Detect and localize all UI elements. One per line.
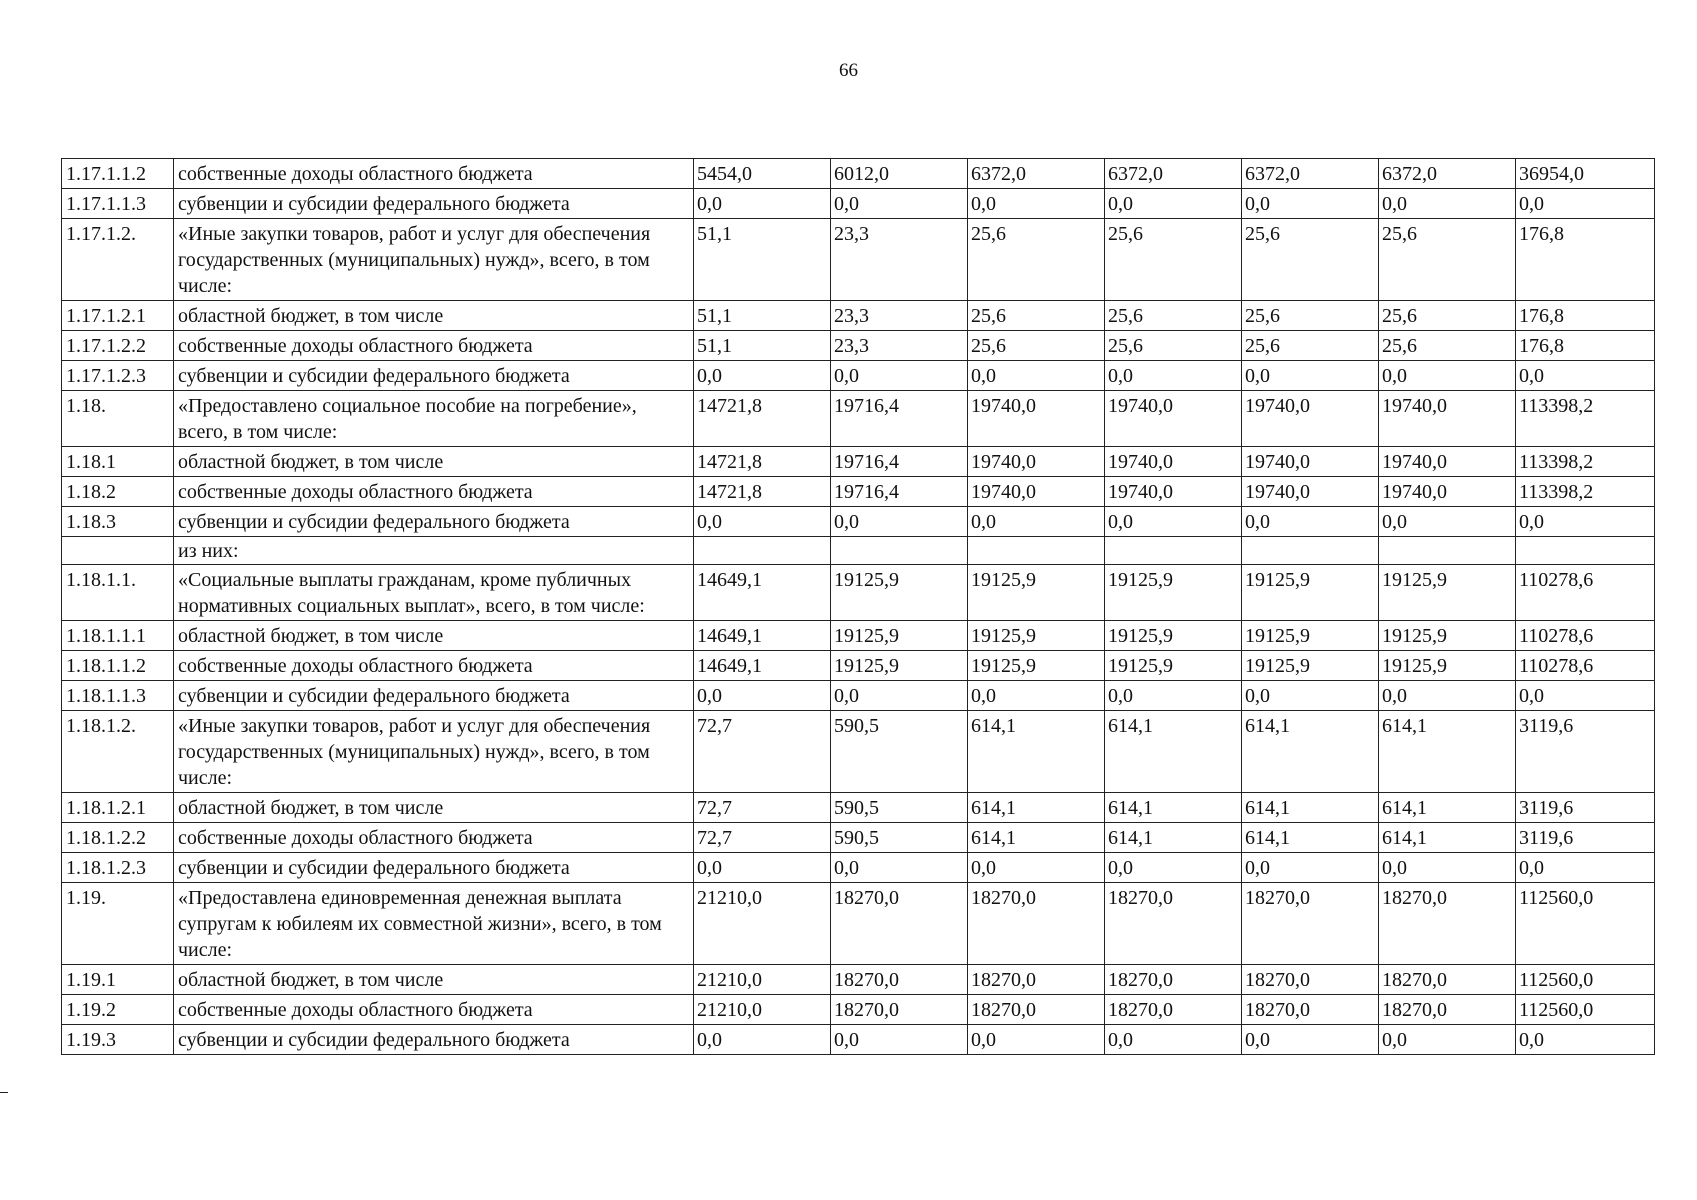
row-code: 1.19.2 <box>62 995 174 1025</box>
row-total: 0,0 <box>1516 189 1655 219</box>
row-value: 25,6 <box>968 301 1105 331</box>
row-total: 176,8 <box>1516 301 1655 331</box>
table-row <box>62 565 1655 621</box>
row-value: 14649,1 <box>694 651 831 681</box>
row-code: 1.18.1.1.1 <box>62 621 174 651</box>
row-value: 14649,1 <box>694 621 831 651</box>
row-value: 0,0 <box>1242 681 1379 711</box>
row-value: 614,1 <box>1242 823 1379 853</box>
row-total: 3119,6 <box>1516 823 1655 853</box>
margin-mark <box>0 1092 8 1093</box>
row-value: 614,1 <box>968 823 1105 853</box>
row-value: 0,0 <box>1105 507 1242 537</box>
row-code: 1.19.1 <box>62 965 174 995</box>
row-name: субвенции и субсидии федерального бюджета <box>174 853 694 883</box>
row-value: 0,0 <box>1379 1025 1516 1055</box>
row-value: 19740,0 <box>1379 447 1516 477</box>
row-code: 1.17.1.2.1 <box>62 301 174 331</box>
row-total: 36954,0 <box>1516 159 1655 189</box>
row-value: 18270,0 <box>831 965 968 995</box>
row-value: 25,6 <box>968 331 1105 361</box>
row-total: 113398,2 <box>1516 477 1655 507</box>
table-row <box>62 793 1655 823</box>
table-row <box>62 391 1655 447</box>
row-value: 614,1 <box>1105 711 1242 793</box>
row-code: 1.18.1 <box>62 447 174 477</box>
row-value: 0,0 <box>1105 189 1242 219</box>
row-value: 0,0 <box>1105 853 1242 883</box>
row-value: 18270,0 <box>968 995 1105 1025</box>
row-value: 614,1 <box>1105 793 1242 823</box>
table-row <box>62 159 1655 189</box>
table-row <box>62 189 1655 219</box>
row-value: 25,6 <box>1242 301 1379 331</box>
row-value: 51,1 <box>694 331 831 361</box>
row-value: 25,6 <box>1242 331 1379 361</box>
row-name: субвенции и субсидии федерального бюджета <box>174 361 694 391</box>
row-value: 19740,0 <box>1242 391 1379 447</box>
row-value: 5454,0 <box>694 159 831 189</box>
row-value: 18270,0 <box>1105 965 1242 995</box>
row-value: 25,6 <box>968 219 1105 301</box>
row-name: областной бюджет, в том числе <box>174 965 694 995</box>
row-value: 614,1 <box>1379 711 1516 793</box>
table-row <box>62 883 1655 965</box>
row-value: 19740,0 <box>1379 477 1516 507</box>
row-code: 1.17.1.2. <box>62 219 174 301</box>
row-value: 23,3 <box>831 331 968 361</box>
row-value: 72,7 <box>694 823 831 853</box>
row-total: 112560,0 <box>1516 965 1655 995</box>
row-value: 19125,9 <box>1379 621 1516 651</box>
row-value: 614,1 <box>1242 793 1379 823</box>
table-row <box>62 651 1655 681</box>
row-value: 25,6 <box>1105 331 1242 361</box>
row-value: 6372,0 <box>1242 159 1379 189</box>
row-name: областной бюджет, в том числе <box>174 447 694 477</box>
row-value: 0,0 <box>1379 507 1516 537</box>
row-value: 19125,9 <box>968 651 1105 681</box>
row-value: 18270,0 <box>1379 965 1516 995</box>
row-value <box>968 537 1105 565</box>
row-value: 19125,9 <box>1242 565 1379 621</box>
row-value: 19125,9 <box>1242 651 1379 681</box>
row-total: 112560,0 <box>1516 883 1655 965</box>
row-value <box>1105 537 1242 565</box>
row-value: 19740,0 <box>1105 391 1242 447</box>
row-value: 19740,0 <box>1105 447 1242 477</box>
row-name: «Иные закупки товаров, работ и услуг для обеспечения государственных (муниципальных) нужд», всего, в том числе: <box>174 219 694 301</box>
row-value: 0,0 <box>1242 361 1379 391</box>
row-value: 0,0 <box>1379 189 1516 219</box>
row-name: «Социальные выплаты гражданам, кроме публичных нормативных социальных выплат», всего, в том числе: <box>174 565 694 621</box>
row-value <box>1242 537 1379 565</box>
table-row <box>62 361 1655 391</box>
row-value: 614,1 <box>1105 823 1242 853</box>
row-value: 0,0 <box>1105 1025 1242 1055</box>
row-value: 0,0 <box>1242 507 1379 537</box>
row-value: 25,6 <box>1379 331 1516 361</box>
row-total: 176,8 <box>1516 219 1655 301</box>
row-value: 614,1 <box>1379 823 1516 853</box>
budget-table <box>61 158 1655 1055</box>
table-body <box>62 159 1655 1055</box>
row-value: 0,0 <box>1379 853 1516 883</box>
row-name: «Предоставлено социальное пособие на погребение», всего, в том числе: <box>174 391 694 447</box>
row-name: из них: <box>174 537 694 565</box>
row-value: 590,5 <box>831 823 968 853</box>
row-value: 19125,9 <box>1105 651 1242 681</box>
row-name: субвенции и субсидии федерального бюджета <box>174 1025 694 1055</box>
row-value: 23,3 <box>831 219 968 301</box>
row-total: 110278,6 <box>1516 651 1655 681</box>
row-name: областной бюджет, в том числе <box>174 621 694 651</box>
row-value: 0,0 <box>694 361 831 391</box>
row-value: 19125,9 <box>831 565 968 621</box>
row-value: 0,0 <box>694 507 831 537</box>
row-code: 1.18.2 <box>62 477 174 507</box>
table-row <box>62 477 1655 507</box>
row-value: 0,0 <box>1242 853 1379 883</box>
row-total: 176,8 <box>1516 331 1655 361</box>
row-value: 21210,0 <box>694 883 831 965</box>
row-value: 19716,4 <box>831 447 968 477</box>
row-value: 19740,0 <box>968 391 1105 447</box>
table-row <box>62 1025 1655 1055</box>
row-value: 0,0 <box>831 1025 968 1055</box>
row-name: собственные доходы областного бюджета <box>174 477 694 507</box>
row-value: 0,0 <box>968 361 1105 391</box>
row-value: 0,0 <box>968 507 1105 537</box>
row-value: 590,5 <box>831 793 968 823</box>
row-value: 614,1 <box>1242 711 1379 793</box>
row-total: 113398,2 <box>1516 391 1655 447</box>
row-value: 0,0 <box>1105 361 1242 391</box>
row-value: 14721,8 <box>694 391 831 447</box>
row-value: 19125,9 <box>1379 565 1516 621</box>
row-code: 1.18.1.2. <box>62 711 174 793</box>
row-name: «Иные закупки товаров, работ и услуг для обеспечения государственных (муниципальных) нужд», всего, в том числе: <box>174 711 694 793</box>
table-row <box>62 995 1655 1025</box>
row-value: 19740,0 <box>1242 477 1379 507</box>
row-code: 1.18.3 <box>62 507 174 537</box>
row-value: 14721,8 <box>694 447 831 477</box>
table-row <box>62 853 1655 883</box>
row-value: 19716,4 <box>831 391 968 447</box>
row-value: 19740,0 <box>1105 477 1242 507</box>
row-code <box>62 537 174 565</box>
row-value: 590,5 <box>831 711 968 793</box>
row-value: 25,6 <box>1379 301 1516 331</box>
row-name: собственные доходы областного бюджета <box>174 159 694 189</box>
row-name: областной бюджет, в том числе <box>174 793 694 823</box>
row-value: 0,0 <box>968 681 1105 711</box>
row-total: 0,0 <box>1516 681 1655 711</box>
row-code: 1.17.1.1.3 <box>62 189 174 219</box>
row-value: 0,0 <box>694 853 831 883</box>
row-value: 72,7 <box>694 711 831 793</box>
table-row <box>62 447 1655 477</box>
table-row <box>62 219 1655 301</box>
row-value: 18270,0 <box>968 883 1105 965</box>
row-value: 18270,0 <box>1242 965 1379 995</box>
row-total: 0,0 <box>1516 853 1655 883</box>
row-total: 3119,6 <box>1516 711 1655 793</box>
row-value: 18270,0 <box>1242 883 1379 965</box>
row-code: 1.18.1.1. <box>62 565 174 621</box>
row-value: 614,1 <box>968 793 1105 823</box>
row-value: 0,0 <box>968 1025 1105 1055</box>
row-value: 0,0 <box>694 681 831 711</box>
row-total: 0,0 <box>1516 361 1655 391</box>
row-value: 0,0 <box>831 361 968 391</box>
row-name: субвенции и субсидии федерального бюджета <box>174 681 694 711</box>
row-value: 0,0 <box>968 189 1105 219</box>
row-value: 0,0 <box>968 853 1105 883</box>
row-total: 113398,2 <box>1516 447 1655 477</box>
page-number: 66 <box>839 60 858 81</box>
row-total: 110278,6 <box>1516 621 1655 651</box>
table-row <box>62 537 1655 565</box>
row-value: 0,0 <box>1379 361 1516 391</box>
table-row <box>62 711 1655 793</box>
row-value: 14649,1 <box>694 565 831 621</box>
row-code: 1.18.1.2.2 <box>62 823 174 853</box>
row-value: 6012,0 <box>831 159 968 189</box>
row-name: «Предоставлена единовременная денежная выплата супругам к юбилеям их совместной жизни», всего, в том числе: <box>174 883 694 965</box>
row-value: 21210,0 <box>694 965 831 995</box>
row-total: 112560,0 <box>1516 995 1655 1025</box>
row-value: 0,0 <box>1379 681 1516 711</box>
row-value: 0,0 <box>1242 189 1379 219</box>
row-code: 1.18.1.2.3 <box>62 853 174 883</box>
row-value: 19125,9 <box>1379 651 1516 681</box>
row-name: собственные доходы областного бюджета <box>174 995 694 1025</box>
row-value: 18270,0 <box>1105 995 1242 1025</box>
row-value: 18270,0 <box>1105 883 1242 965</box>
row-value: 18270,0 <box>1379 995 1516 1025</box>
row-value: 19125,9 <box>1242 621 1379 651</box>
row-name: субвенции и субсидии федерального бюджета <box>174 189 694 219</box>
row-name: собственные доходы областного бюджета <box>174 823 694 853</box>
row-total: 0,0 <box>1516 507 1655 537</box>
row-value: 6372,0 <box>1379 159 1516 189</box>
table-row <box>62 301 1655 331</box>
row-value: 0,0 <box>831 853 968 883</box>
row-code: 1.18. <box>62 391 174 447</box>
row-value <box>694 537 831 565</box>
row-code: 1.17.1.1.2 <box>62 159 174 189</box>
row-total: 0,0 <box>1516 1025 1655 1055</box>
row-value: 19125,9 <box>968 621 1105 651</box>
row-value: 0,0 <box>831 189 968 219</box>
row-value: 18270,0 <box>1242 995 1379 1025</box>
row-value: 51,1 <box>694 219 831 301</box>
row-value: 0,0 <box>831 681 968 711</box>
row-value: 25,6 <box>1379 219 1516 301</box>
row-value: 19125,9 <box>831 651 968 681</box>
row-value: 19740,0 <box>1242 447 1379 477</box>
row-value: 0,0 <box>694 189 831 219</box>
row-value: 14721,8 <box>694 477 831 507</box>
row-total: 110278,6 <box>1516 565 1655 621</box>
row-value: 19740,0 <box>1379 391 1516 447</box>
row-code: 1.18.1.2.1 <box>62 793 174 823</box>
row-value: 6372,0 <box>1105 159 1242 189</box>
row-value: 72,7 <box>694 793 831 823</box>
row-value: 19125,9 <box>1105 565 1242 621</box>
row-value: 0,0 <box>1105 681 1242 711</box>
row-value: 18270,0 <box>831 995 968 1025</box>
table-row <box>62 331 1655 361</box>
row-value: 614,1 <box>1379 793 1516 823</box>
row-name: собственные доходы областного бюджета <box>174 651 694 681</box>
row-value: 19716,4 <box>831 477 968 507</box>
row-value <box>831 537 968 565</box>
row-value: 25,6 <box>1242 219 1379 301</box>
row-value: 25,6 <box>1105 301 1242 331</box>
row-value: 18270,0 <box>831 883 968 965</box>
row-name: собственные доходы областного бюджета <box>174 331 694 361</box>
row-code: 1.17.1.2.2 <box>62 331 174 361</box>
table-row <box>62 823 1655 853</box>
row-value: 19740,0 <box>968 447 1105 477</box>
row-value: 19125,9 <box>831 621 968 651</box>
table-row <box>62 681 1655 711</box>
table-row <box>62 507 1655 537</box>
row-value: 19125,9 <box>968 565 1105 621</box>
row-code: 1.19. <box>62 883 174 965</box>
row-value: 25,6 <box>1105 219 1242 301</box>
row-code: 1.19.3 <box>62 1025 174 1055</box>
row-value: 51,1 <box>694 301 831 331</box>
row-value: 6372,0 <box>968 159 1105 189</box>
row-value: 21210,0 <box>694 995 831 1025</box>
row-value: 0,0 <box>694 1025 831 1055</box>
row-value: 18270,0 <box>1379 883 1516 965</box>
table-row <box>62 621 1655 651</box>
row-value: 0,0 <box>1242 1025 1379 1055</box>
row-name: субвенции и субсидии федерального бюджета <box>174 507 694 537</box>
row-value: 614,1 <box>968 711 1105 793</box>
row-value: 19740,0 <box>968 477 1105 507</box>
row-code: 1.18.1.1.2 <box>62 651 174 681</box>
row-value <box>1379 537 1516 565</box>
row-name: областной бюджет, в том числе <box>174 301 694 331</box>
row-code: 1.17.1.2.3 <box>62 361 174 391</box>
row-value: 19125,9 <box>1105 621 1242 651</box>
row-code: 1.18.1.1.3 <box>62 681 174 711</box>
table-row <box>62 965 1655 995</box>
row-value: 23,3 <box>831 301 968 331</box>
row-value: 0,0 <box>831 507 968 537</box>
row-value: 18270,0 <box>968 965 1105 995</box>
row-total <box>1516 537 1655 565</box>
row-total: 3119,6 <box>1516 793 1655 823</box>
